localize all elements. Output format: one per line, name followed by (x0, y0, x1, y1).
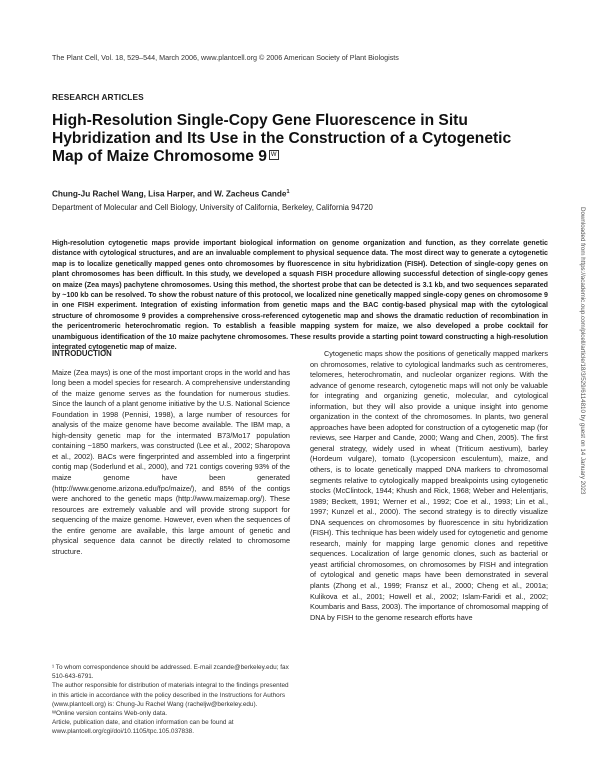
web-only-badge-icon: W (270, 152, 277, 158)
journal-header: The Plant Cell, Vol. 18, 529–544, March 2006, www.plantcell.org © 2006 American Society of Plant Biologists (52, 53, 399, 62)
section-label: RESEARCH ARTICLES (52, 92, 144, 102)
authors-text: Chung-Ju Rachel Wang, Lisa Harper, and W. Zacheus Cande (52, 189, 287, 199)
download-watermark (578, 207, 586, 777)
introduction-paragraph-2: Cytogenetic maps show the positions of genetically mapped markers on chromosomes, relative to cytological landmarks such as centromeres, telomeres, heterochromatin, and nucleolar organizer regions. With the advance of genome research, cytogenetic maps will not only be valuable for integrating and organizing genetic, molecular, and cytological information, but they will also provide a unique insight into genome organization in the context of the chromosomes. In plants, two general approaches have been adopted for construction of a cytogenetic map (for reviews, see Harper and Cande, 2000; Wang and Chen, 2005). The first general strategy, widely used in wheat (Triticum aestivum), barley (Hordeum vulgare), tomato (Lycopersicon esculentum), maize, and others, is to locate genetically mapped DNA markers to chromosomal segments relative to cytologically mapped breakpoints using cytogenetic stocks (McClintock, 1944; Khush and Rick, 1968; Weber and Helentjaris, 1989; Beckett, 1991; Werner et al., 1992; Coe et al., 1993; Lin et al., 1997; Kunzel et al., 2000). The second strategy is to directly visualize DNA sequences on chromosomes by fluorescence in situ hybridization (FISH). This technique has been widely used for cytogenetic and genome research, mainly for mapping large genomic clones and repetitive sequences. Localization of large genomic clones, such as bacterial or yeast artificial chromosomes, on chromosomes by FISH and integration of cytological and genetic maps have been demonstrated in several plants (Zhong et al., 1999; Fransz et al., 2000; Cheng et al., 2001a; Kulikova et al., 2001; Howell et al., 2002; Islam-Faridi et al., 2002; Koumbaris and Bass, 2003). The importance of chromosomal mapping of DNA by FISH to the genome research efforts have (310, 349, 548, 622)
article-title (52, 112, 522, 166)
title-text: High-Resolution Single-Copy Gene Fluorescence in Situ Hybridization and Its Use in the Construction of a Cytogenetic Map of Maize Chromosome 9 (52, 112, 512, 165)
abstract: High-resolution cytogenetic maps provide important biological information on genome organization and function, as they correlate genetic distance with cytological structures, and are an invaluable complement to physical sequence data. The most direct way to generate a cytogenetic map is to localize genetically mapped genes onto chromosomes by fluorescence in situ hybridization (FISH). Detection of single-copy genes on plant chromosomes has been difficult. In this study, we developed a squash FISH procedure allowing successful detection of single-copy genes on maize (Zea mays) pachytene chromosomes. Using this method, the shortest probe that can be detected is 3.1 kb, and two sequences separated by ~100 kb can be resolved. To show the robust nature of this protocol, we localized nine genetically mapped single-copy genes on chromosome 9 in one FISH experiment. Integration of existing information from genetic maps and the BAC contig-based physical map with the cytological structure of chromosome 9 provides a comprehensive cross-referenced cytogenetic map and shows the dramatic reduction of recombination in the pericentromeric heterochromatic region. To establish a feasible mapping system for maize, we also developed a probe cocktail for unambiguous identification of the 10 maize pachytene chromosomes. These results provide a starting point toward constructing a high-resolution integrated cytogenetic map of maize. (52, 239, 548, 352)
introduction-paragraph-1: Maize (Zea mays) is one of the most important crops in the world and has long been a model species for research. A comprehensive understanding of the maize genome serves as the foundation for numerous studies. Since the launch of a plant genome initiative by the U.S. National Science Foundation in 1998 (Pennisi, 1998), a large number of resources for analysis of the maize genome have become available. The IBM map, a high-density genetic map for the intermated B73/Mo17 population containing ~1850 markers, was constructed (Lee et al., 2002; Sharopova et al., 2002). BACs were fingerprinted and assembled into a fingerprint contig map (Soderlund et al., 2000), and 721 contigs covering 93% of the maize genome have been generated (http://www.genome.arizona.edu/fpc/maize/), and 85% of the contigs were anchored to the genetic maps (http://www.maizemap.org/). These resources are extremely valuable and will provide strong support for sequencing of the maize genome. However, even when the sequences of the entire genome are available, this large amount of genetic and physical sequence data cannot be directly related to chromosome structure. (52, 367, 290, 556)
footnote-citation: Article, publication date, and citation information can be found at www.plantcell.org/cgi/doi/10.1105/tpc.105.037838. (52, 719, 234, 736)
affiliation: Department of Molecular and Cell Biology, University of California, Berkeley, California 94720 (52, 203, 373, 212)
footnote-online-data: ᵂOnline version contains Web-only data. (52, 710, 168, 718)
right-column (310, 349, 548, 623)
author-list (52, 189, 290, 199)
footnote-responsible-author: The author responsible for distribution of materials integral to the findings presented in this article in accordance with the policy described in the Instructions for Authors (www.plantcell.org) is: Chung-Ju Rachel Wang (racheljw@berkeley.edu). (52, 682, 289, 708)
introduction-heading: INTRODUCTION (52, 349, 112, 358)
download-watermark-text: Downloaded from https://academic.oup.com/plcell/article/18/3/529/6114810 by guest on 14 January 2023 (579, 207, 586, 495)
left-column (52, 349, 290, 557)
footnote-correspondence: ¹ To whom correspondence should be addressed. E-mail zcande@berkeley.edu; fax 510-643-6791. (52, 664, 289, 681)
footnotes (52, 663, 290, 737)
author-footnote-mark: 1 (286, 189, 290, 195)
